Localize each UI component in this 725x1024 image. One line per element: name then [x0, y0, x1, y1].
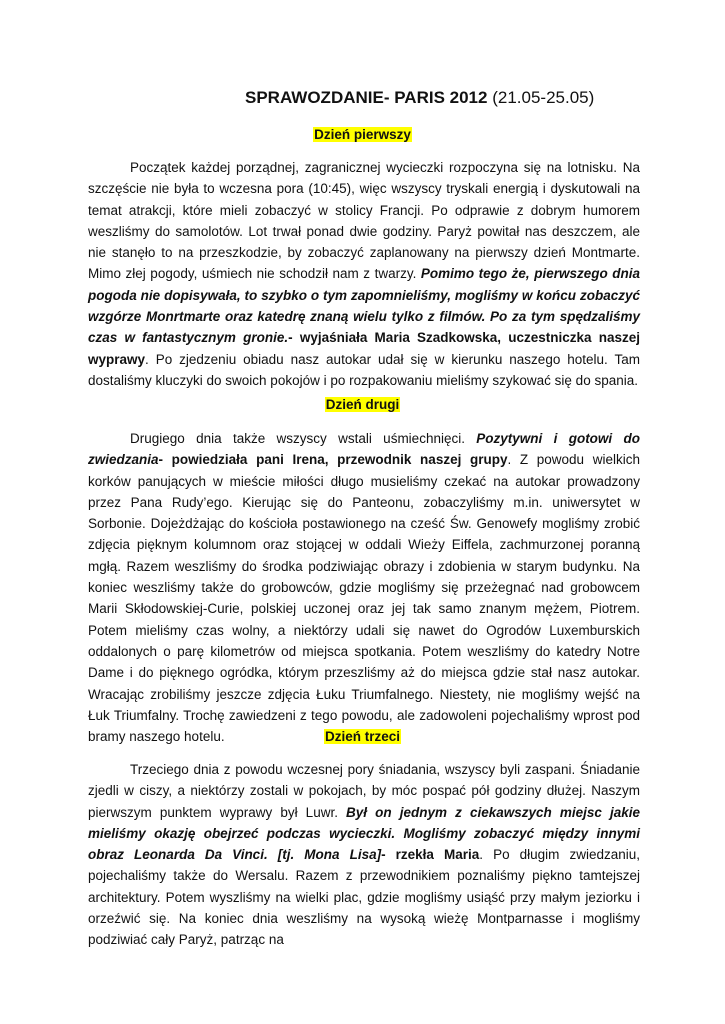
day-3-heading	[0, 729, 725, 744]
day-1-speaker: - wyjaśniała Maria Szadkowska, uczestniczka naszej wyprawy	[88, 330, 640, 367]
day-1-heading	[0, 127, 725, 142]
title-main: SPRAWOZDANIE- PARIS 2012	[245, 88, 488, 107]
day-2-text-cont: . Z powodu wielkich korków panujących w mieście miłości długo musieliśmy czekać na autokar prowadzony przez Pana Rudy’ego. Kierując się do Panteonu, zobaczyliśmy m.in. uniwersytet w Sorbonie. Dojeżdżając do kościoła postawionego na cześć Św. Genowefy mogliśmy zrobić zdjęcia pięknym kolumnom oraz stojącej w oddali Wieży Eiffela, zachmurzonej poranną mgłą. Razem weszliśmy do środka podziwiając obrazy i zdobienia w starym budynku. Na koniec weszliśmy także do grobowców, gdzie mogliśmy się przeżegnać nad grobowcem Marii Skłodowskiej-Curie, polskiej uczonej oraz jej tak samo znanym mężem, Piotrem. Potem mieliśmy czas wolny, a niektórzy udali się nawet do Ogrodów Luxemburskich oddalonych o parę kilometrów od miejsca spotkania. Potem weszliśmy do katedry Notre Dame i do pięknego ogródka, którym przeszliśmy aż do miejsca gdzie stał nasz autokar. Wracając zrobiliśmy jeszcze zdjęcia Łuku Triumfalnego. Niestety, nie mogliśmy wejść na Łuk Triumfalny. Trochę zawiedzeni z tego powodu, ale zadowoleni pojechaliśmy wprost pod bramy naszego hotelu.	[88, 452, 640, 745]
day-1-paragraph	[88, 157, 640, 391]
day-2-speaker: - powiedziała pani Irena, przewodnik naszej grupy	[158, 452, 508, 468]
day-2-quote: Pozytywni i gotowi do zwiedzania	[88, 431, 640, 468]
day-2-heading	[0, 397, 725, 412]
day-1-text-cont: . Po zjedzeniu obiadu nasz autokar udał się w kierunku naszego hotelu. Tam dostaliśmy kluczyki do swoich pokojów i po rozpakowaniu mieliśmy szykować się do spania.	[88, 351, 640, 388]
day-1-heading-label: Dzień pierwszy	[314, 127, 411, 142]
day-2-text: Drugiego dnia także wszyscy wstali uśmiechnięci.	[130, 431, 477, 446]
day-2-heading-label: Dzień drugi	[325, 397, 400, 412]
day-2-paragraph	[88, 428, 640, 747]
day-1-text: Początek każdej porządnej, zagranicznej wycieczki rozpoczyna się na lotnisku. Na szczęście nie była to wczesna pora (10:45), więc wszyscy tryskali energią i dyskutowali na temat atrakcji, które mieli zobaczyć w stolicy Francji. Po odprawie z dobrym humorem weszliśmy do samolotów. Lot trwał ponad dwie godziny. Paryż powitał nas deszczem, ale nie stanęło to na przeszkodzie, by zobaczyć zaplanowany na pierwszy dzień Montmarte. Mimo złej pogody, uśmiech nie schodził nam z twarzy.	[88, 160, 640, 282]
day-3-heading-label: Dzień trzeci	[324, 729, 401, 744]
title-dates: (21.05-25.05)	[492, 88, 595, 107]
day-3-speaker: - rzekła Maria	[381, 847, 480, 863]
day-3-quote: Był on jednym z ciekawszych miejsc jakie mieliśmy okazję obejrzeć podczas wycieczki. Mogliśmy zobaczyć między innymi obraz Leonarda Da Vinci. [tj. Mona Lisa]	[88, 804, 640, 863]
day-3-text-cont: . Po długim zwiedzaniu, pojechaliśmy także do Wersalu. Razem z przewodnikiem poznaliśmy piękno tamtejszej architektury. Potem wyszliśmy na wielki plac, gdzie mogliśmy usiąść przy małym jeziorku i orzeźwić się. Na koniec dnia weszliśmy na wysoką wieżę Montparnasse i mogliśmy podziwiać cały Paryż, patrząc na	[88, 847, 640, 948]
document-title	[245, 88, 594, 108]
day-3-text: Trzeciego dnia z powodu wczesnej pory śniadania, wszyscy byli zaspani. Śniadanie zjedli w ciszy, a niektórzy zostali w pokojach, by móc pospać pół godziny dłużej. Naszym pierwszym punktem wyprawy był Luwr.	[88, 762, 640, 820]
day-3-paragraph	[88, 759, 640, 951]
day-1-quote: Pomimo tego że, pierwszego dnia pogoda nie dopisywała, to szybko o tym zapomnieliśmy, mogliśmy w końcu zobaczyć wzgórze Monrtmarte oraz katedrę znaną wielu tylko z filmów. Po za tym spędzaliśmy czas w fantastycznym gronie.	[88, 266, 640, 346]
